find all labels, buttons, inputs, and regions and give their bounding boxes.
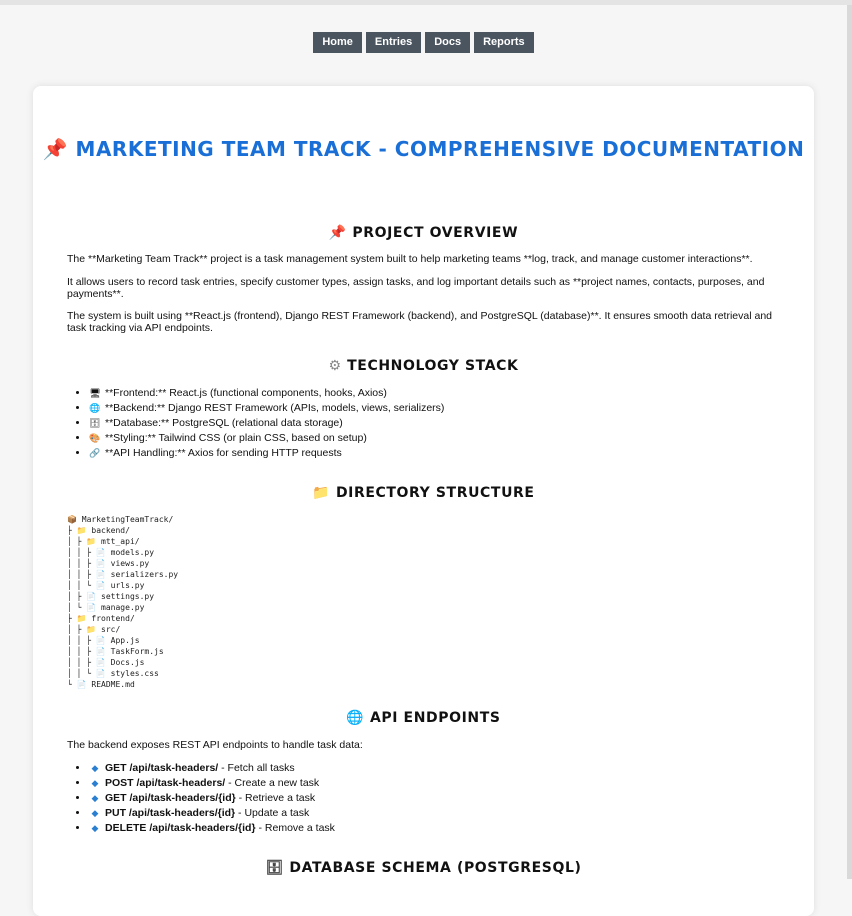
- docs-card: [33, 86, 814, 916]
- tech-item-text: **Database:** PostgreSQL (relational data storage): [105, 417, 343, 429]
- list-item: [89, 431, 444, 446]
- endpoint-method: PUT /api/task-headers/{id}: [105, 807, 236, 819]
- link-icon: 🔗: [89, 448, 101, 458]
- browser-top-edge: [0, 0, 852, 5]
- diamond-icon: ◆: [91, 793, 99, 803]
- diamond-icon: ◆: [91, 808, 99, 818]
- directory-heading-text: DIRECTORY STRUCTURE: [335, 485, 535, 501]
- api-intro: The backend exposes REST API endpoints to handle task data:: [67, 739, 363, 751]
- pushpin-icon: 📌: [42, 137, 69, 161]
- section-heading-directory: [33, 485, 814, 501]
- tech-heading-text: TECHNOLOGY STACK: [347, 358, 519, 374]
- list-item: [89, 821, 335, 836]
- tech-item-text: **Backend:** Django REST Framework (APIs, models, views, serializers): [105, 402, 445, 414]
- diamond-icon: ◆: [91, 763, 99, 773]
- top-nav: [0, 32, 847, 53]
- endpoint-method: DELETE /api/task-headers/{id}: [105, 822, 256, 834]
- tech-stack-list: [77, 386, 444, 461]
- overview-paragraph-2: It allows users to record task entries, specify customer types, assign tasks, and log important details such as **project names, contacts, purposes, and payments**.: [67, 276, 765, 300]
- list-item: [89, 386, 444, 401]
- nav-entries[interactable]: Entries: [366, 32, 421, 53]
- list-item: [89, 401, 444, 416]
- diamond-icon: ◆: [91, 823, 99, 833]
- list-item: [89, 761, 335, 776]
- endpoint-method: GET /api/task-headers/{id}: [105, 792, 236, 804]
- tech-item-text: **Styling:** Tailwind CSS (or plain CSS, based on setup): [105, 432, 367, 444]
- api-endpoint-list: [77, 761, 335, 836]
- endpoint-method: POST /api/task-headers/: [105, 777, 226, 789]
- nav-docs[interactable]: Docs: [425, 32, 470, 53]
- list-item: [89, 776, 335, 791]
- directory-tree: 📦 MarketingTeamTrack/ ├ 📁 backend/ │ ├ 📁 mtt_api/ │ │ ├ 📄 models.py │ │ ├ 📄 views.py │ │ ├ 📄 serializers.py │ │ └ 📄 urls.py │ ├ 📄 settings.py │ └ 📄 manage.py ├ 📁 frontend/ │ ├ 📁 src/ │ │ ├ 📄 App.js │ │ ├ 📄 TaskForm.js │ │ ├ 📄 Docs.js │ │ └ 📄 styles.css └ 📄 README.md: [67, 515, 179, 689]
- gear-icon: ⚙: [328, 358, 342, 374]
- list-item: [89, 791, 335, 806]
- page-title-text: MARKETING TEAM TRACK - COMPREHENSIVE DOCUMENTATION: [75, 137, 805, 161]
- list-item: [89, 416, 444, 431]
- nav-reports[interactable]: Reports: [474, 32, 534, 53]
- palette-icon: 🎨: [89, 433, 101, 443]
- endpoint-desc: - Fetch all tasks: [218, 762, 295, 774]
- endpoint-desc: - Update a task: [235, 807, 310, 819]
- monitor-icon: 🖥: [89, 388, 101, 398]
- page-title: [33, 136, 814, 163]
- scrollbar-track[interactable]: [847, 5, 852, 879]
- database-heading-text: DATABASE SCHEMA (POSTGRESQL): [289, 860, 582, 876]
- pushpin-icon: 📌: [328, 225, 347, 241]
- diamond-icon: ◆: [91, 778, 99, 788]
- tech-item-text: **Frontend:** React.js (functional components, hooks, Axios): [105, 387, 387, 399]
- globe-icon: 🌐: [346, 710, 365, 726]
- section-heading-overview: [33, 225, 814, 241]
- database-icon: 🗄: [265, 860, 284, 876]
- nav-home[interactable]: Home: [313, 32, 362, 53]
- section-heading-api: [33, 710, 814, 726]
- section-heading-tech: [33, 358, 814, 374]
- list-item: [89, 806, 335, 821]
- overview-paragraph-3: The system is built using **React.js (frontend), Django REST Framework (backend), and PostgreSQL (database)**. It ensures smooth data retrieval and task tracking via API endpoints.: [67, 310, 772, 334]
- endpoint-method: GET /api/task-headers/: [105, 762, 219, 774]
- endpoint-desc: - Remove a task: [255, 822, 335, 834]
- globe-icon: 🌐: [89, 403, 101, 413]
- tech-item-text: **API Handling:** Axios for sending HTTP requests: [105, 447, 342, 459]
- endpoint-desc: - Retrieve a task: [235, 792, 316, 804]
- endpoint-desc: - Create a new task: [225, 777, 320, 789]
- folder-icon: 📁: [312, 485, 331, 501]
- overview-heading-text: PROJECT OVERVIEW: [352, 225, 519, 241]
- list-item: [89, 446, 444, 461]
- database-icon: 🗄: [89, 418, 101, 428]
- api-heading-text: API ENDPOINTS: [369, 710, 501, 726]
- overview-paragraph-1: The **Marketing Team Track** project is a task management system built to help marketing teams **log, track, and manage customer interactions**.: [67, 253, 753, 265]
- section-heading-database: [33, 860, 814, 876]
